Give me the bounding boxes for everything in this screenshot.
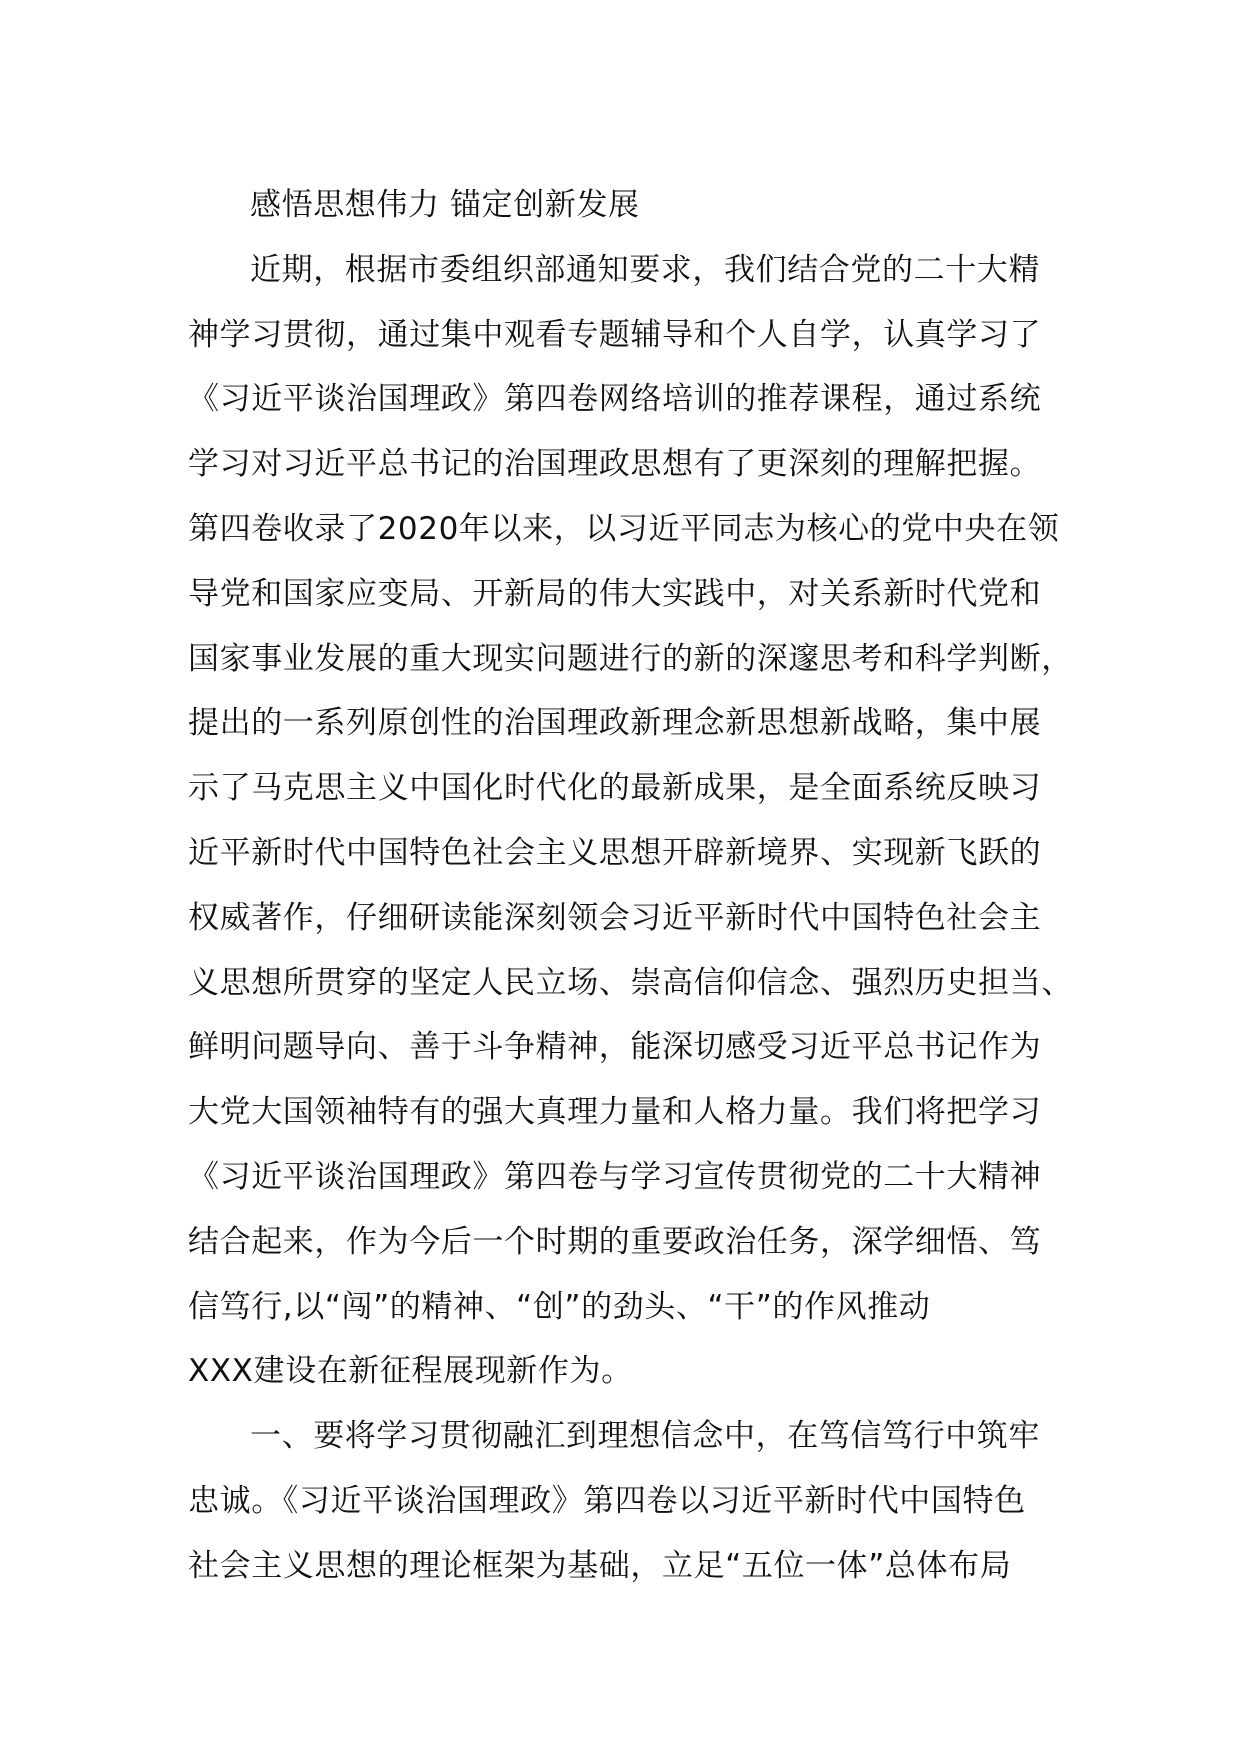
paragraph-section-one [188,1404,1088,1598]
paragraph-line: 国家事业发展的重大现实问题进行的新的深邃思考和科学判断， [188,640,1073,677]
paragraph-line: 义思想所贯穿的坚定人民立场、崇高信仰信念、强烈历史担当、 [188,964,1073,1001]
paragraph-line: 近平新时代中国特色社会主义思想开辟新境界、实现新飞跃的 [188,834,1042,871]
paragraph-line: 导党和国家应变局、开新局的伟大实践中，对关系新时代党和 [188,575,1042,612]
paragraph-line: 大党大国领袖特有的强大真理力量和人格力量。我们将把学习 [188,1094,1042,1131]
paragraph-line: 神学习贯彻，通过集中观看专题辅导和个人自学，认真学习了 [188,316,1042,353]
paragraph-line: 示了马克思主义中国化时代化的最新成果，是全面系统反映习 [188,770,1042,807]
paragraph-line: 第四卷收录了2020年以来，以习近平同志为核心的党中央在领 [188,510,1060,547]
paragraph-line: 学习对习近平总书记的治国理政思想有了更深刻的理解把握。 [188,446,1042,483]
paragraph-line: XXX建设在新征程展现新作为。 [188,1353,633,1390]
paragraph-line: 鲜明问题导向、善于斗争精神，能深切感受习近平总书记作为 [188,1029,1042,1066]
paragraph-line: 结合起来，作为今后一个时期的重要政治任务，深学细悟、笃 [188,1223,1042,1260]
paragraph-line: 社会主义思想的理论框架为基础，立足“五位一体”总体布局 [188,1547,1012,1584]
paragraph-line: 忠诚。《习近平谈治国理政》第四卷以习近平新时代中国特色 [188,1482,1026,1519]
paragraph-line: 信笃行,以“闯”的精神、“创”的劲头、“干”的作风推动 [188,1288,931,1325]
paragraph-line: 提出的一系列原创性的治国理政新理念新思想新战略，集中展 [188,705,1042,742]
paragraph-line: 《习近平谈治国理政》第四卷网络培训的推荐课程，通过系统 [188,381,1042,418]
paragraph-line: 权威著作，仔细研读能深刻领会习近平新时代中国特色社会主 [188,899,1042,936]
document-title: 感悟思想伟力 锚定创新发展 [250,187,640,223]
paragraph-intro [188,238,1088,1404]
document-body [188,173,1088,1599]
paragraph-line: 近期，根据市委组织部通知要求，我们结合党的二十大精 [250,251,1040,288]
paragraph-line: 《习近平谈治国理政》第四卷与学习宣传贯彻党的二十大精神 [188,1158,1042,1195]
paragraph-line: 一、要将学习贯彻融汇到理想信念中，在笃信笃行中筑牢 [250,1418,1040,1455]
